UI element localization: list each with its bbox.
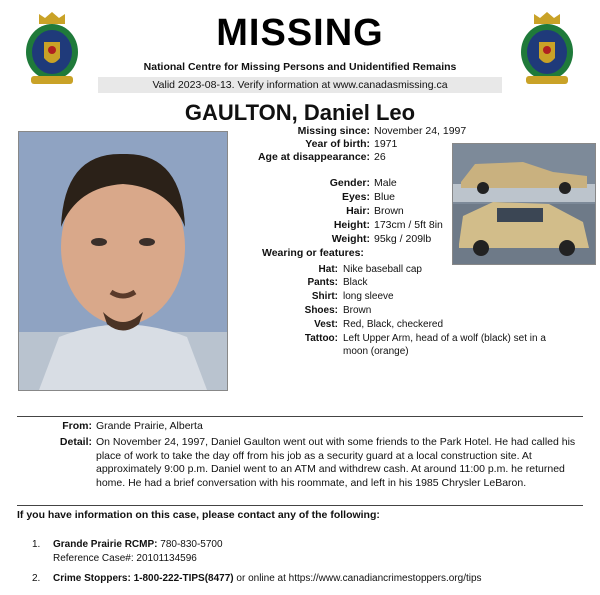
wearing-label: Hat: bbox=[318, 264, 338, 275]
hat-value: Nike baseball cap bbox=[343, 264, 422, 275]
year-of-birth-value: 1971 bbox=[374, 138, 398, 150]
age-value: 26 bbox=[374, 151, 386, 163]
vest-value: Red, Black, checkered bbox=[343, 319, 444, 330]
fact-label: Height: bbox=[333, 219, 370, 231]
hair-value: Brown bbox=[374, 205, 404, 217]
wearing-label: Shoes: bbox=[304, 305, 338, 316]
detail-label: Detail: bbox=[59, 436, 92, 448]
shirt-value: long sleeve bbox=[343, 291, 394, 302]
from-value: Grande Prairie, Alberta bbox=[96, 420, 203, 432]
divider bbox=[17, 416, 583, 417]
wearing-heading: Wearing or features: bbox=[262, 247, 364, 259]
weight-value: 95kg / 209lb bbox=[374, 233, 432, 245]
organization-subtitle: National Centre for Missing Persons and Unidentified Remains bbox=[143, 61, 457, 73]
contact-phone: 780-830-5700 bbox=[160, 539, 223, 550]
fact-label: Year of birth: bbox=[305, 138, 370, 150]
contact-org: Crime Stoppers: 1-800-222-TIPS(8477) bbox=[53, 573, 234, 584]
wearing-label: Shirt: bbox=[311, 291, 338, 302]
eyes-value: Blue bbox=[374, 191, 396, 203]
height-value: 173cm / 5ft 8in bbox=[374, 219, 443, 231]
fact-label: Hair: bbox=[346, 205, 370, 217]
vehicle-photo bbox=[452, 143, 596, 265]
contact-org: Grande Prairie RCMP: bbox=[53, 539, 158, 550]
contact-item-rcmp bbox=[53, 539, 223, 550]
fact-label: Age at disappearance: bbox=[257, 151, 370, 163]
fact-label: Eyes: bbox=[341, 191, 370, 203]
wearing-label: Tattoo: bbox=[304, 333, 338, 344]
divider bbox=[17, 505, 583, 506]
contact-heading: If you have information on this case, please contact any of the following: bbox=[17, 509, 380, 521]
gender-value: Male bbox=[374, 177, 397, 189]
wearing-label: Pants: bbox=[307, 277, 338, 288]
contact-number: 2. bbox=[32, 573, 41, 584]
fact-label: Gender: bbox=[329, 177, 370, 189]
detail-text: On November 24, 1997, Daniel Gaulton went out with some friends to the Park Hotel. He had called his place of work to take the day off from his job as a security guard at a local construction site. At approximately 9:00 p.m. Daniel went to an ATM and withdrew cash. At around 11:00 p.m. he returned home. He had a brief conversation with his roommate, and left in his 1985 Chrysler LeBaron. bbox=[96, 436, 576, 489]
contact-number: 1. bbox=[32, 539, 41, 550]
wearing-label: Vest: bbox=[314, 319, 338, 330]
tattoo-value: Left Upper Arm, head of a wolf (black) set in a moon (orange) bbox=[343, 333, 546, 357]
fact-label: Weight: bbox=[331, 233, 370, 245]
shoes-value: Brown bbox=[343, 305, 372, 316]
person-photo bbox=[18, 131, 228, 391]
missing-since-value: November 24, 1997 bbox=[374, 125, 467, 137]
pants-value: Black bbox=[343, 277, 368, 288]
person-name: GAULTON, Daniel Leo bbox=[184, 100, 416, 125]
page-title: MISSING bbox=[216, 12, 384, 54]
fact-label: Missing since: bbox=[297, 125, 370, 137]
from-label: From: bbox=[62, 420, 92, 432]
contact-item-crime-stoppers bbox=[53, 573, 482, 584]
reference-case: Reference Case#: 20101134596 bbox=[53, 553, 197, 564]
contact-online[interactable]: or online at https://www.canadiancrimestoppers.org/tips bbox=[236, 573, 482, 584]
valid-notice: Valid 2023-08-13. Verify information at www.canadasmissing.ca bbox=[98, 77, 502, 93]
